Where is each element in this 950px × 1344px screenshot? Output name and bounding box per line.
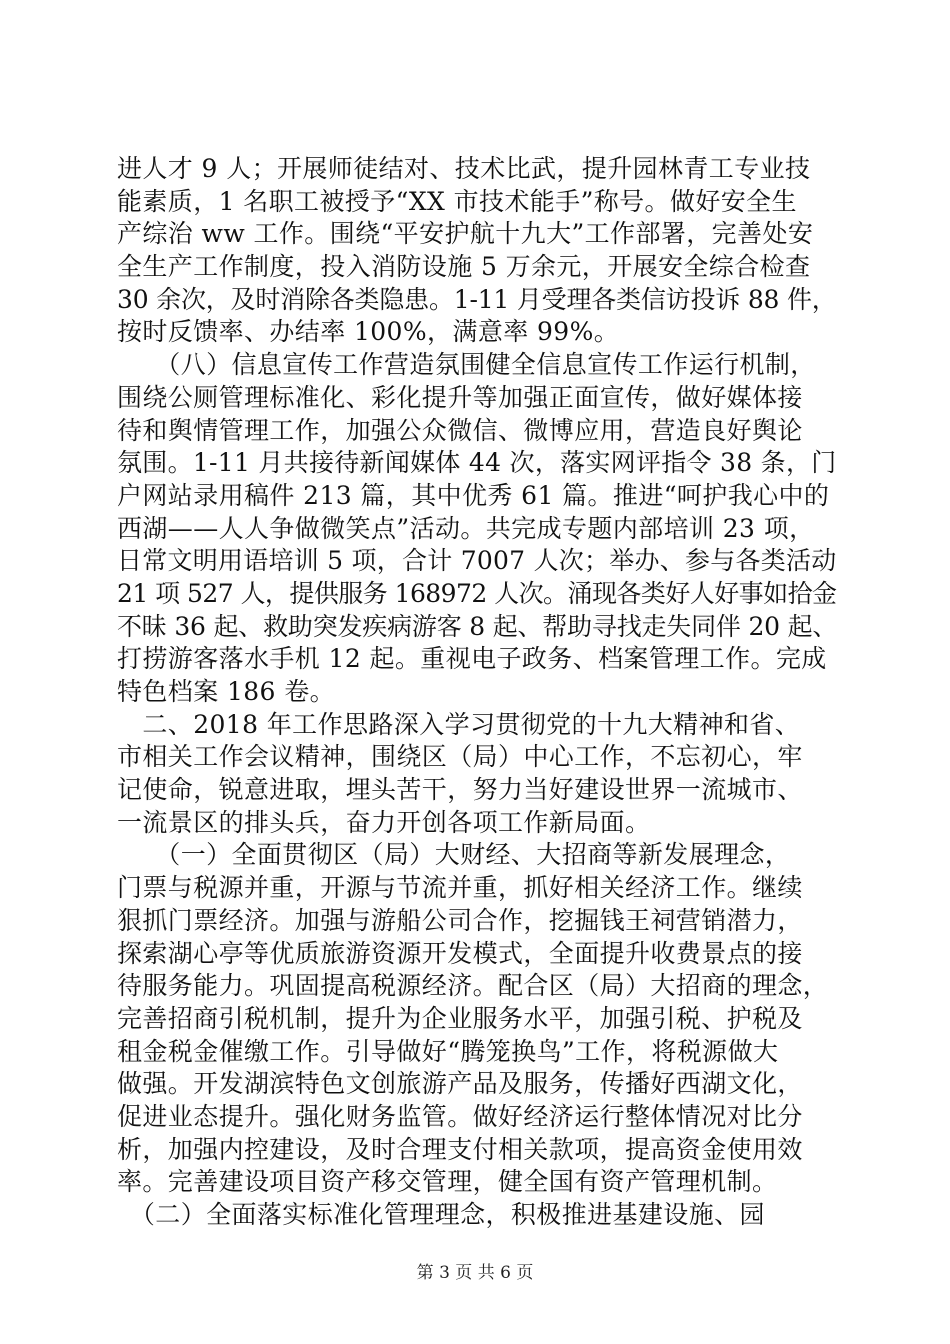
text-line: 探索湖心亭等优质旅游资源开发模式，全面提升收费景点的接 bbox=[117, 938, 803, 968]
text-line: 西湖——人人争做微笑点”活动。共完成专题内部培训 23 项， bbox=[117, 513, 815, 543]
page-footer: 第 3 页 共 6 页 bbox=[416, 1263, 534, 1283]
text-line: 率。完善建设项目资产移交管理，健全国有资产管理机制。 bbox=[117, 1167, 778, 1197]
text-line: 氛围。1-11 月共接待新闻媒体 44 次，落实网评指令 38 条，门 bbox=[117, 448, 837, 478]
text-line: 30 余次，及时消除各类隐患。1-11 月受理各类信访投诉 88 件， bbox=[117, 284, 837, 314]
text-line: 产综治 ww 工作。围绕“平安护航十九大”工作部署，完善处安 bbox=[117, 219, 814, 249]
text-line: 打捞游客落水手机 12 起。重视电子政务、档案管理工作。完成 bbox=[117, 644, 827, 674]
text-line: 一流景区的排头兵，奋力开创各项工作新局面。 bbox=[117, 807, 651, 837]
text-line: 待服务能力。巩固提高税源经济。配合区（局）大招商的理念， bbox=[117, 971, 829, 1001]
text-line: 能素质，1 名职工被授予“XX 市技术能手”称号。做好安全生 bbox=[117, 186, 797, 216]
text-line: 日常文明用语培训 5 项，合计 7007 人次；举办、参与各类活动 bbox=[117, 546, 837, 576]
text-line: （八）信息宣传工作营造氛围健全信息宣传工作运行机制， bbox=[117, 350, 816, 380]
text-line: 按时反馈率、办结率 100%，满意率 99%。 bbox=[117, 317, 620, 347]
text-line: （一）全面贯彻区（局）大财经、大招商等新发展理念， bbox=[117, 840, 791, 870]
text-line: 待和舆情管理工作，加强公众微信、微博应用，营造良好舆论 bbox=[117, 415, 803, 445]
text-line: 析，加强内控建设，及时合理支付相关款项，提高资金使用效 bbox=[117, 1134, 803, 1164]
text-line: 21 项 527 人，提供服务 168972 人次。涌现各类好人好事如拾金 bbox=[117, 578, 837, 608]
text-line: 全生产工作制度，投入消防设施 5 万余元，开展安全综合检查 bbox=[117, 252, 811, 282]
text-line: 做强。开发湖滨特色文创旅游产品及服务，传播好西湖文化， bbox=[117, 1069, 803, 1099]
text-line: 二、2018 年工作思路深入学习贯彻党的十九大精神和省、 bbox=[117, 709, 801, 739]
text-line: （二）全面落实标准化管理理念，积极推进基建设施、园 bbox=[117, 1200, 765, 1229]
text-line: 记使命，锐意进取，埋头苦干，努力当好建设世界一流城市、 bbox=[117, 775, 803, 805]
text-line: 促进业态提升。强化财务监管。做好经济运行整体情况对比分 bbox=[117, 1101, 803, 1131]
text-line: 围绕公厕管理标准化、彩化提升等加强正面宣传，做好媒体接 bbox=[117, 382, 803, 412]
text-line: 市相关工作会议精神，围绕区（局）中心工作，不忘初心，牢 bbox=[117, 742, 803, 772]
text-line: 完善招商引税机制，提升为企业服务水平，加强引税、护税及 bbox=[117, 1003, 803, 1033]
text-line: 不昧 36 起、救助突发疾病游客 8 起、帮助寻找走失同伴 20 起、 bbox=[117, 611, 838, 641]
text-line: 户网站录用稿件 213 篇，其中优秀 61 篇。推进“呵护我心中的 bbox=[117, 480, 830, 510]
text-line: 进人才 9 人；开展师徒结对、技术比武，提升园林青工专业技 bbox=[117, 154, 811, 183]
body-text bbox=[117, 153, 837, 1232]
text-line: 狠抓门票经济。加强与游船公司合作，挖掘钱王祠营销潜力， bbox=[117, 905, 803, 935]
text-line: 门票与税源并重，开源与节流并重，抓好相关经济工作。继续 bbox=[117, 873, 803, 903]
text-line: 特色档案 186 卷。 bbox=[117, 677, 336, 706]
text-line: 租金税金催缴工作。引导做好“腾笼换鸟”工作，将税源做大 bbox=[117, 1036, 779, 1066]
